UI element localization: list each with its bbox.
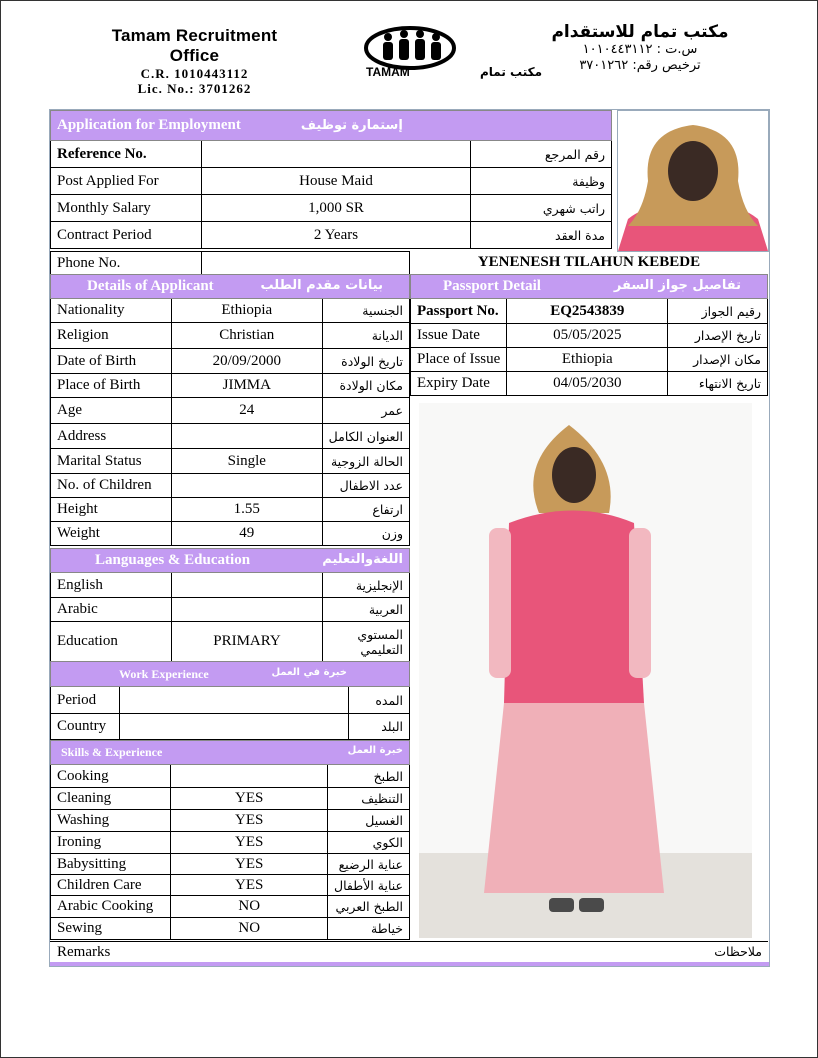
- education-value: PRIMARY: [172, 622, 323, 662]
- work-header: [51, 662, 410, 687]
- table-row: [51, 875, 410, 896]
- table-row: [51, 168, 612, 195]
- passport-no-value: EQ2543839: [507, 299, 668, 324]
- office-name-ar: مكتب تمام للاستقدام: [551, 22, 729, 42]
- headshot-photo: [617, 110, 769, 252]
- expiry-date-value: 04/05/2030: [507, 372, 668, 396]
- table-row: [51, 222, 612, 249]
- passport-table: [410, 274, 768, 396]
- applicant-title-ar: بيانات مقدم الطلب: [260, 278, 383, 293]
- dob-label: Date of Birth: [51, 349, 172, 374]
- license-number-en: Lic. No.: 3701262: [137, 81, 252, 96]
- marital-label: Marital Status: [51, 449, 172, 474]
- table-row: [51, 598, 410, 622]
- marital-label-ar: الحالة الزوجية: [322, 449, 409, 474]
- footer-band: [50, 962, 769, 966]
- address-value: [171, 424, 322, 449]
- cr-number-en: C.R. 1010443112: [140, 66, 249, 81]
- languages-title-en: Languages & Education: [95, 552, 251, 568]
- age-label-ar: عمر: [322, 398, 409, 424]
- sewing-label: Sewing: [51, 918, 171, 940]
- place-of-issue-label-ar: مكان الإصدار: [668, 348, 768, 372]
- contract-label: Contract Period: [51, 222, 202, 249]
- english-value: [172, 573, 323, 598]
- expiry-date-label: Expiry Date: [411, 372, 507, 396]
- table-row: [411, 372, 768, 396]
- pob-value: JIMMA: [171, 374, 322, 398]
- pob-label-ar: مكان الولادة: [322, 374, 409, 398]
- application-header: [51, 111, 612, 141]
- office-name-en: Tamam Recruitment Office: [111, 26, 278, 65]
- table-row: [51, 195, 612, 222]
- nationality-label-ar: الجنسية: [322, 299, 409, 323]
- dob-value: 20/09/2000: [171, 349, 322, 374]
- expiry-date-label-ar: تاريخ الانتهاء: [668, 372, 768, 396]
- work-title-en: Work Experience: [119, 666, 209, 681]
- full-body-photo: [419, 403, 752, 938]
- table-row: [51, 918, 410, 940]
- salary-label-ar: راتب شهري: [471, 195, 612, 222]
- reference-label: Reference No.: [51, 141, 202, 168]
- table-row: [51, 474, 410, 498]
- reference-value: [202, 141, 471, 168]
- phone-table: [50, 251, 410, 275]
- ironing-label-ar: الكوي: [328, 832, 410, 854]
- education-label-ar: المستوي التعليمي: [323, 622, 410, 662]
- children-care-label: Children Care: [51, 875, 171, 896]
- place-of-issue-value: Ethiopia: [507, 348, 668, 372]
- applicant-table: [50, 274, 410, 546]
- post-label: Post Applied For: [51, 168, 202, 195]
- arabic-value: [172, 598, 323, 622]
- table-row: [51, 810, 410, 832]
- table-row: [51, 323, 410, 349]
- period-label: Period: [51, 687, 120, 714]
- arabic-cooking-label-ar: الطبخ العربي: [328, 896, 410, 918]
- english-label-ar: الإنجليزية: [323, 573, 410, 598]
- children-value: [171, 474, 322, 498]
- weight-label-ar: وزن: [322, 522, 409, 546]
- table-row: [51, 424, 410, 449]
- babysitting-value: YES: [171, 854, 328, 875]
- cleaning-label: Cleaning: [51, 788, 171, 810]
- issue-date-label-ar: تاريخ الإصدار: [668, 324, 768, 348]
- salary-value: 1,000 SR: [202, 195, 471, 222]
- dob-label-ar: تاريخ الولادة: [322, 349, 409, 374]
- children-label-ar: عدد الاطفال: [322, 474, 409, 498]
- office-header-en: [92, 26, 297, 96]
- table-row: [411, 348, 768, 372]
- applicant-header: [51, 275, 410, 299]
- sewing-value: NO: [171, 918, 328, 940]
- marital-value: Single: [171, 449, 322, 474]
- application-title-en: Application for Employment: [57, 117, 241, 133]
- cooking-label: Cooking: [51, 765, 171, 788]
- logo-text-ar: مكتب تمام: [480, 65, 543, 79]
- arabic-label-ar: العربية: [323, 598, 410, 622]
- table-row: [51, 398, 410, 424]
- table-row: [51, 832, 410, 854]
- table-row: [51, 687, 410, 714]
- height-label: Height: [51, 498, 172, 522]
- arabic-cooking-label: Arabic Cooking: [51, 896, 171, 918]
- applicant-name: YENENESH TILAHUN KEBEDE: [477, 254, 701, 270]
- babysitting-label-ar: عناية الرضيع: [328, 854, 410, 875]
- phone-value: [202, 252, 410, 275]
- passport-title-en: Passport Detail: [443, 278, 541, 294]
- skills-header: [51, 741, 410, 765]
- washing-label: Washing: [51, 810, 171, 832]
- sewing-label-ar: خياطة: [328, 918, 410, 940]
- washing-value: YES: [171, 810, 328, 832]
- table-row: [51, 622, 410, 662]
- table-row: [51, 714, 410, 740]
- tamam-logo: [362, 22, 543, 80]
- arabic-cooking-value: NO: [171, 896, 328, 918]
- applicant-title-en: Details of Applicant: [87, 278, 214, 294]
- work-title-ar: خبرة في العمل: [271, 666, 347, 678]
- passport-title-ar: تفاصيل جواز السفر: [613, 278, 741, 293]
- religion-label-ar: الديانة: [322, 323, 409, 349]
- table-row: [51, 449, 410, 474]
- ironing-label: Ironing: [51, 832, 171, 854]
- table-row: [411, 299, 768, 324]
- country-value: [120, 714, 349, 740]
- period-label-ar: المده: [349, 687, 410, 714]
- washing-label-ar: الغسيل: [328, 810, 410, 832]
- height-value: 1.55: [171, 498, 322, 522]
- table-row: [411, 324, 768, 348]
- remarks-label-ar: ملاحظات: [714, 944, 762, 959]
- post-value: House Maid: [202, 168, 471, 195]
- reference-label-ar: رقم المرجع: [471, 141, 612, 168]
- table-row: [51, 896, 410, 918]
- issue-date-label: Issue Date: [411, 324, 507, 348]
- table-row: [51, 141, 612, 168]
- remarks-row: [50, 941, 768, 964]
- country-label: Country: [51, 714, 120, 740]
- cooking-label-ar: الطبخ: [328, 765, 410, 788]
- address-label-ar: العنوان الكامل: [322, 424, 409, 449]
- period-value: [120, 687, 349, 714]
- phone-label: Phone No.: [51, 252, 202, 275]
- salary-label: Monthly Salary: [51, 195, 202, 222]
- table-row: [51, 854, 410, 875]
- passport-no-label: Passport No.: [411, 299, 507, 324]
- skills-title-ar: خبرة العمل: [347, 745, 403, 756]
- age-label: Age: [51, 398, 172, 424]
- country-label-ar: البلد: [349, 714, 410, 740]
- religion-label: Religion: [51, 323, 172, 349]
- cleaning-label-ar: التنظيف: [328, 788, 410, 810]
- ironing-value: YES: [171, 832, 328, 854]
- office-header-ar: [530, 22, 750, 74]
- cr-number-ar: س.ت : ١٠١٠٤٤٣١١٢: [582, 42, 698, 57]
- post-label-ar: وظيفة: [471, 168, 612, 195]
- contract-value: 2 Years: [202, 222, 471, 249]
- address-label: Address: [51, 424, 172, 449]
- table-row: [51, 299, 410, 323]
- place-of-issue-label: Place of Issue: [411, 348, 507, 372]
- application-table: [50, 110, 612, 249]
- table-row: [51, 374, 410, 398]
- table-row: [51, 765, 410, 788]
- logo-text-en: TAMAM: [366, 65, 410, 79]
- nationality-value: Ethiopia: [171, 299, 322, 323]
- education-label: Education: [51, 622, 172, 662]
- children-label: No. of Children: [51, 474, 172, 498]
- age-value: 24: [171, 398, 322, 424]
- religion-value: Christian: [171, 323, 322, 349]
- cleaning-value: YES: [171, 788, 328, 810]
- height-label-ar: ارتفاع: [322, 498, 409, 522]
- weight-label: Weight: [51, 522, 172, 546]
- issue-date-value: 05/05/2025: [507, 324, 668, 348]
- children-care-label-ar: عناية الأطفال: [328, 875, 410, 896]
- passport-header: [411, 275, 768, 299]
- languages-title-ar: اللغةوالتعليم: [322, 552, 403, 567]
- arabic-label: Arabic: [51, 598, 172, 622]
- table-row: [51, 498, 410, 522]
- pob-label: Place of Birth: [51, 374, 172, 398]
- nationality-label: Nationality: [51, 299, 172, 323]
- english-label: English: [51, 573, 172, 598]
- children-care-value: YES: [171, 875, 328, 896]
- table-row: [51, 788, 410, 810]
- remarks-label: Remarks: [57, 944, 111, 960]
- languages-header: [51, 549, 410, 573]
- table-row: [51, 349, 410, 374]
- application-title-ar: إستمارة توظيف: [300, 118, 403, 133]
- skills-table: [50, 740, 410, 940]
- table-row: [51, 522, 410, 546]
- contract-label-ar: مدة العقد: [471, 222, 612, 249]
- cooking-value: [171, 765, 328, 788]
- babysitting-label: Babysitting: [51, 854, 171, 875]
- weight-value: 49: [171, 522, 322, 546]
- languages-table: [50, 548, 410, 662]
- table-row: [51, 573, 410, 598]
- work-table: [50, 661, 410, 740]
- passport-no-label-ar: رقيم الجواز: [668, 299, 768, 324]
- skills-title-en: Skills & Experience: [61, 745, 163, 759]
- license-number-ar: ترخيص رقم: ٣٧٠١٢٦٢: [579, 58, 701, 73]
